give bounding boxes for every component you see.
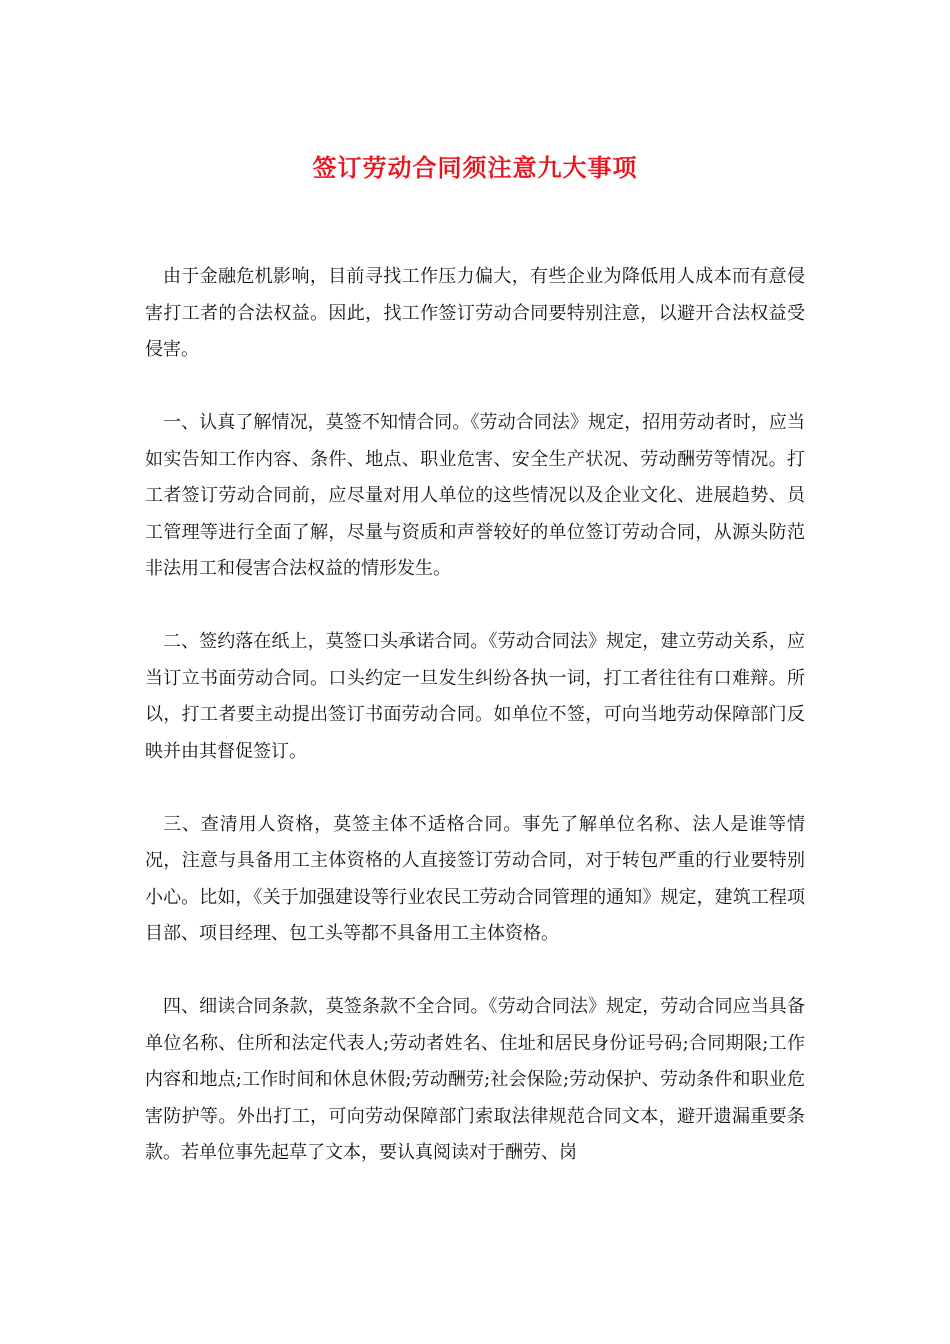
paragraph-item-3: 三、查清用人资格，莫签主体不适格合同。事先了解单位名称、法人是谁等情况，注意与具备用工主体资格的人直接签订劳动合同，对于转包严重的行业要特别小心。比如，《关于加强建设等行业农民工劳动合同管理的通知》规定，建筑工程项目部、项目经理、包工头等都不具备用工主体资格。 (145, 813, 805, 944)
paragraph-intro: 由于金融危机影响，目前寻找工作压力偏大，有些企业为降低用人成本而有意侵害打工者的合法权益。因此，找工作签订劳动合同要特别注意，以避开合法权益受侵害。 (145, 266, 805, 360)
paragraph-item-1: 一、认真了解情况，莫签不知情合同。《劳动合同法》规定，招用劳动者时，应当如实告知工作内容、条件、地点、职业危害、安全生产状况、劳动酬劳等情况。打工者签订劳动合同前，应尽量对用人单位的这些情况以及企业文化、进展趋势、员工管理等进行全面了解，尽量与资质和声誉较好的单位签订劳动合同，从源头防范非法用工和侵害合法权益的情形发生。 (145, 412, 805, 579)
document-body (145, 259, 805, 1208)
paragraph-item-4: 四、细读合同条款，莫签条款不全合同。《劳动合同法》规定，劳动合同应当具备单位名称、住所和法定代表人;劳动者姓名、住址和居民身份证号码;合同期限;工作内容和地点;工作时间和休息休假;劳动酬劳;社会保险;劳动保护、劳动条件和职业危害防护等。外出打工，可向劳动保障部门索取法律规范合同文本，避开遗漏重要条款。若单位事先起草了文本，要认真阅读对于酬劳、岗 (145, 996, 805, 1163)
paragraph-item-2: 二、签约落在纸上，莫签口头承诺合同。《劳动合同法》规定，建立劳动关系，应当订立书面劳动合同。口头约定一旦发生纠纷各执一词，打工者往往有口难辩。所以，打工者要主动提出签订书面劳动合同。如单位不签，可向当地劳动保障部门反映并由其督促签订。 (145, 631, 805, 762)
document-title: 签订劳动合同须注意九大事项 (312, 153, 638, 182)
